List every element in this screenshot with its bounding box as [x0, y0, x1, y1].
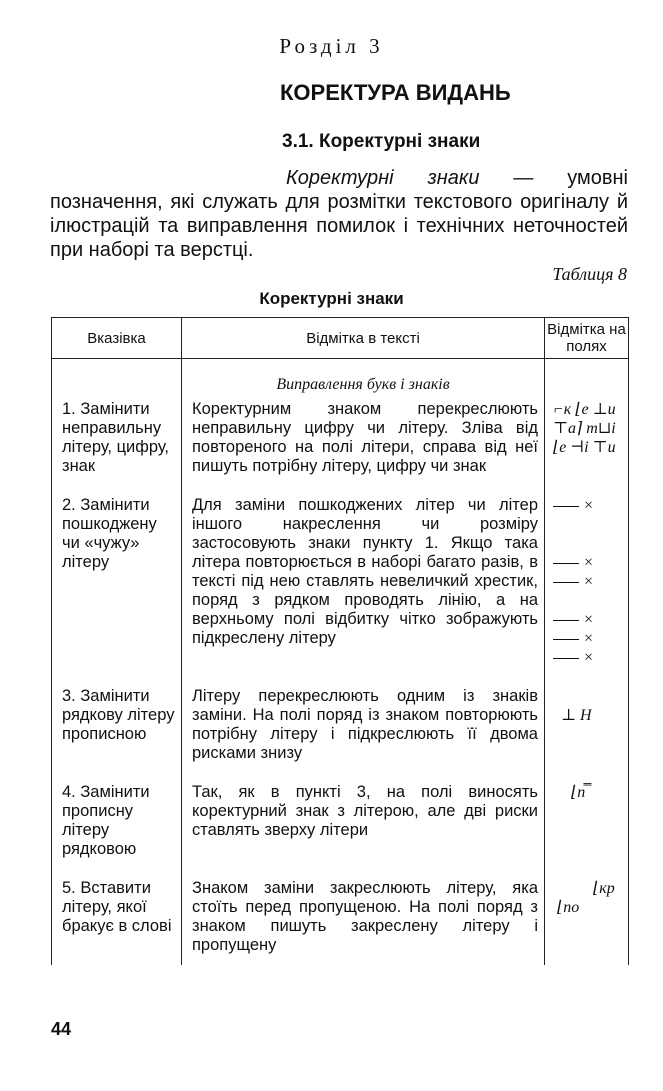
row-margin-marks	[545, 687, 629, 783]
cross-mark: ×	[583, 497, 594, 514]
table-row	[52, 496, 629, 687]
intro-text: — умовні позначення, які служать для розмітки текстового оригіналу й ілюстрацій та виправлення помилок і технічних неточностей при наборі та верстці.	[50, 167, 628, 261]
row-description: Для заміни пошкоджених літер чи літер іншого накреслення чи розміру застосовують знаки пункту 1. Якщо така літера повторюється в наборі багато разів, в тексті під нею ставлять невеличкий хрестик, поряд з рядком проводять лінію, а на верхньому полі відбитку чітко зображують підкреслену літеру	[182, 496, 545, 687]
intro-term: Коректурні знаки	[286, 167, 480, 189]
margin-mark: ⊥ Н	[561, 707, 592, 724]
intro-paragraph	[50, 166, 628, 262]
group-title: Виправлення букв і знаків	[276, 376, 450, 393]
line-mark	[553, 563, 579, 564]
row-margin-marks	[545, 783, 629, 879]
line-mark	[553, 582, 579, 583]
row-instruction: 2. Замінити пошкоджену чи «чужу» літеру	[52, 496, 182, 687]
row-margin-marks	[545, 400, 629, 496]
row-margin-marks	[545, 496, 629, 687]
row-description: Коректурним знаком перекреслюють неправильну цифру чи літеру. Зліва від повтореного на полі літери, справа від неї пишуть потрібну літеру, цифру чи знак	[182, 400, 545, 496]
header-margin-mark: Відмітка на полях	[545, 318, 629, 359]
row-instruction: 5. Вставити літеру, якої бракує в слові	[52, 879, 182, 965]
margin-mark: ⌊е ⊣і ⊤и	[553, 439, 616, 456]
margin-mark	[553, 496, 624, 515]
correction-marks-table	[51, 317, 629, 965]
margin-mark: ⌐к ⌊е ⊥и	[553, 401, 616, 418]
header-text-mark: Відмітка в тексті	[182, 318, 545, 359]
cross-mark: ×	[583, 630, 594, 647]
margin-mark	[553, 648, 624, 667]
cross-mark: ×	[583, 554, 594, 571]
row-instruction: 4. Замінити прописну літеру рядковою	[52, 783, 182, 879]
cross-mark: ×	[583, 611, 594, 628]
chapter-title: КОРЕКТУРА ВИДАНЬ	[280, 80, 511, 105]
table-row	[52, 687, 629, 783]
group-row	[52, 359, 629, 401]
header-instruction: Вказівка	[52, 318, 182, 359]
line-mark	[553, 620, 579, 621]
table-row	[52, 783, 629, 879]
line-mark	[553, 506, 579, 507]
margin-mark	[553, 610, 624, 629]
line-mark	[553, 658, 579, 659]
table-caption: Таблиця 8	[552, 264, 627, 284]
margin-mark	[553, 629, 624, 648]
row-instruction: 1. Замінити неправильну літеру, цифру, знак	[52, 400, 182, 496]
margin-mark	[553, 572, 624, 591]
page-number: 44	[51, 1019, 72, 1039]
subsection-title: 3.1. Коректурні знаки	[282, 131, 481, 152]
margin-mark: ⌊кр	[593, 880, 615, 897]
cross-mark: ×	[583, 573, 594, 590]
table-title: Коректурні знаки	[259, 289, 404, 308]
margin-mark: ⌊п̿	[571, 784, 586, 801]
table-header-row	[52, 318, 629, 359]
margin-mark: ⊤а⌉ т⊔і	[553, 420, 616, 437]
cross-mark: ×	[583, 649, 594, 666]
section-label: Розділ 3	[279, 34, 384, 58]
row-margin-marks	[545, 879, 629, 965]
table-row	[52, 400, 629, 496]
row-instruction: 3. Замінити рядкову літеру прописною	[52, 687, 182, 783]
row-description: Так, як в пункті 3, на полі виносять коректурний знак з літерою, але дві риски ставлять зверху літери	[182, 783, 545, 879]
row-description: Знаком заміни закреслюють літеру, яка стоїть перед пропущеною. На полі поряд з знаком пишуть закреслену літеру і пропущену	[182, 879, 545, 965]
line-mark	[553, 639, 579, 640]
margin-mark	[553, 553, 624, 572]
row-description: Літеру перекреслюють одним із знаків заміни. На полі поряд із знаком повторюють потрібну літеру і підкреслюють її двома рисками знизу	[182, 687, 545, 783]
table-row	[52, 879, 629, 965]
margin-mark: ⌊по	[557, 899, 580, 916]
